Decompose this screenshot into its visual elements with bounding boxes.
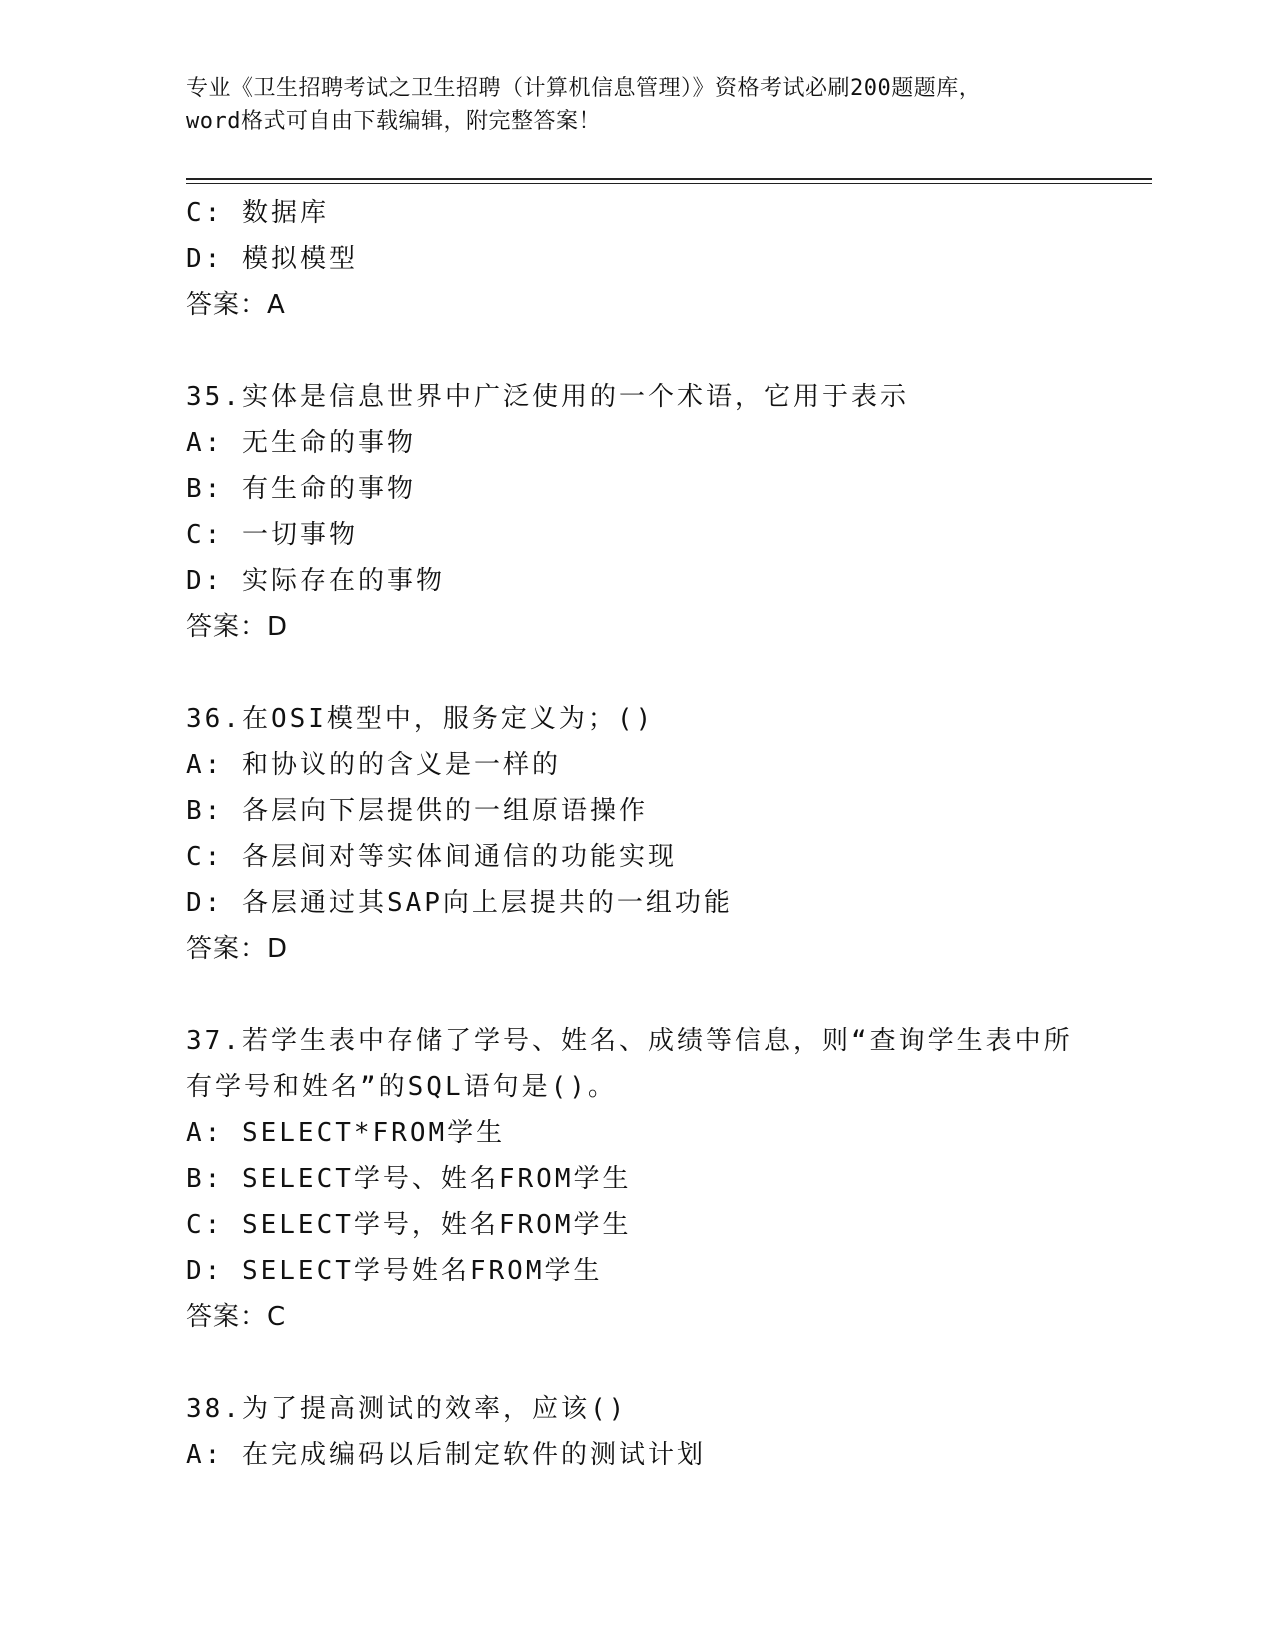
question-37 bbox=[186, 1018, 1086, 1340]
question-stem-line-1: 37.若学生表中存储了学号、姓名、成绩等信息，则“查询学生表中所 bbox=[186, 1026, 1073, 1056]
option-d: D: 各层通过其SAP向上层提共的一组功能 bbox=[186, 888, 733, 918]
option-b: B: 有生命的事物 bbox=[186, 474, 416, 504]
spacer bbox=[186, 1340, 1086, 1386]
option-b: B: 各层向下层提供的一组原语操作 bbox=[186, 796, 648, 826]
document-header bbox=[186, 72, 1086, 138]
option-c: C: 一切事物 bbox=[186, 520, 358, 550]
question-stem-line-2: 有学号和姓名”的SQL语句是()。 bbox=[186, 1072, 617, 1102]
spacer bbox=[186, 972, 1086, 1018]
spacer bbox=[186, 328, 1086, 374]
question-36 bbox=[186, 696, 1086, 972]
option-c: C: SELECT学号，姓名FROM学生 bbox=[186, 1210, 632, 1240]
spacer bbox=[186, 650, 1086, 696]
header-title-line-2: word格式可自由下载编辑，附完整答案！ bbox=[186, 109, 601, 134]
question-stem: 35.实体是信息世界中广泛使用的一个术语，它用于表示 bbox=[186, 382, 909, 412]
answer-line: 答案：A bbox=[186, 290, 286, 320]
option-a: A: 无生命的事物 bbox=[186, 428, 416, 458]
question-34-tail bbox=[186, 190, 1086, 328]
option-d: D: 模拟模型 bbox=[186, 244, 358, 274]
option-b: B: SELECT学号、姓名FROM学生 bbox=[186, 1164, 632, 1194]
header-title-line-1: 专业《卫生招聘考试之卫生招聘（计算机信息管理）》资格考试必刷200题题库， bbox=[186, 76, 982, 101]
answer-line: 答案：D bbox=[186, 612, 289, 642]
option-c: C: 数据库 bbox=[186, 198, 329, 228]
option-d: D: SELECT学号姓名FROM学生 bbox=[186, 1256, 603, 1286]
header-divider-thin bbox=[186, 183, 1152, 184]
option-d: D: 实际存在的事物 bbox=[186, 566, 445, 596]
answer-line: 答案：D bbox=[186, 934, 289, 964]
question-38 bbox=[186, 1386, 1086, 1478]
option-a: A: SELECT*FROM学生 bbox=[186, 1118, 506, 1148]
question-list bbox=[186, 190, 1086, 1478]
question-stem: 38.为了提高测试的效率，应该() bbox=[186, 1394, 628, 1424]
option-a: A: 和协议的的含义是一样的 bbox=[186, 750, 561, 780]
header-divider-thick bbox=[186, 178, 1152, 180]
option-a: A: 在完成编码以后制定软件的测试计划 bbox=[186, 1440, 706, 1470]
option-c: C: 各层间对等实体间通信的功能实现 bbox=[186, 842, 677, 872]
question-stem: 36.在OSI模型中，服务定义为；() bbox=[186, 704, 655, 734]
answer-line: 答案：C bbox=[186, 1302, 287, 1332]
question-35 bbox=[186, 374, 1086, 650]
